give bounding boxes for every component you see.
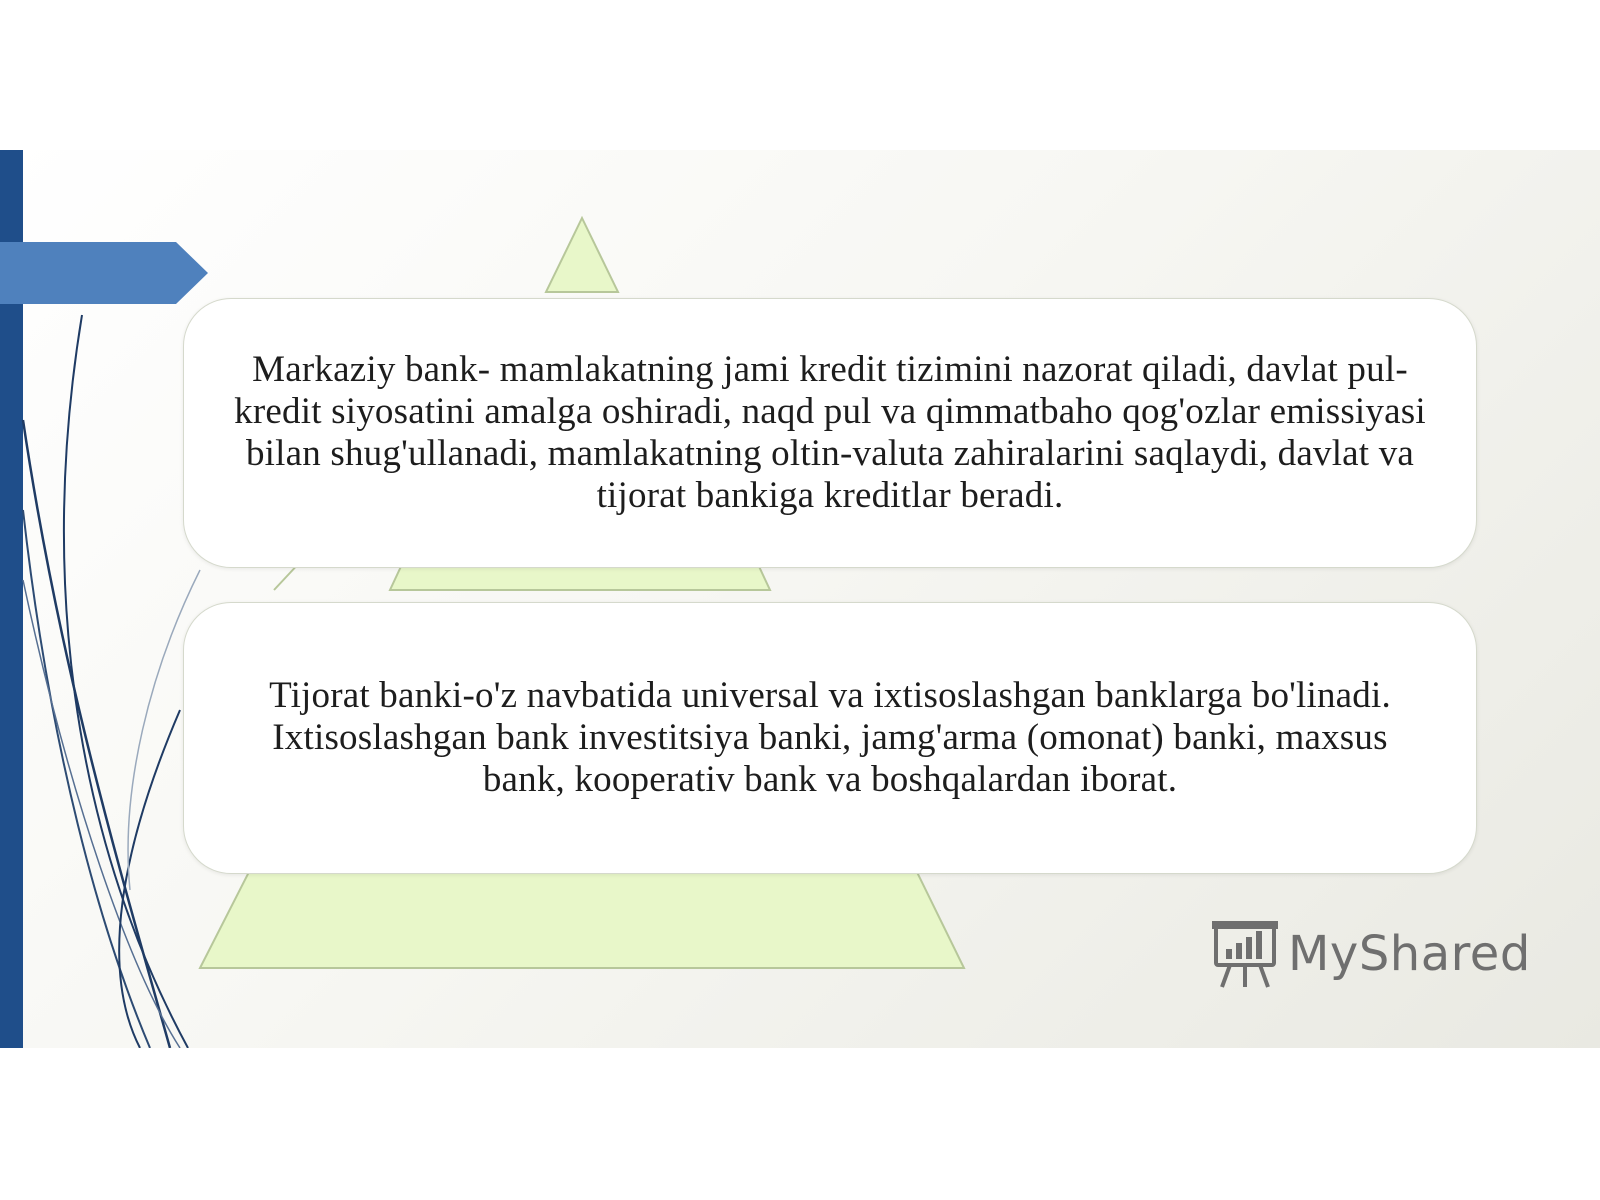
tijorat-bank-box [183,602,1477,874]
pyramid-base [200,866,964,968]
decorative-curves [23,315,200,1048]
pyramid-top [546,218,618,292]
tijorat-bank-text: Tijorat banki-o'z navbatida universal va ixtisoslashgan banklarga bo'linadi. Ixtisoslashgan bank investitsiya banki, jamg'arma (omonat) banki, maxsus bank, kooperativ bank va boshqalardan iborat. [269,675,1391,800]
markaziy-bank-text: Markaziy bank- mamlakatning jami kredit tizimini nazorat qiladi, davlat pul-kredit siyosatini amalga oshiradi, naqd pul va qimmatbaho qog'ozlar emissiyasi bilan shug'ullanadi, mamlakatning oltin-valuta zahiralarini saqlaydi, davlat va tijorat bankiga kreditlar beradi. [234,349,1426,516]
watermark-text: MyShared [1288,926,1531,982]
arrow-tab [0,242,208,304]
markaziy-bank-box [183,298,1477,568]
slide [0,150,1600,1048]
watermark-logo [1212,918,1531,990]
slide-decoration [0,150,1600,1048]
presentation-board-icon [1212,919,1278,989]
